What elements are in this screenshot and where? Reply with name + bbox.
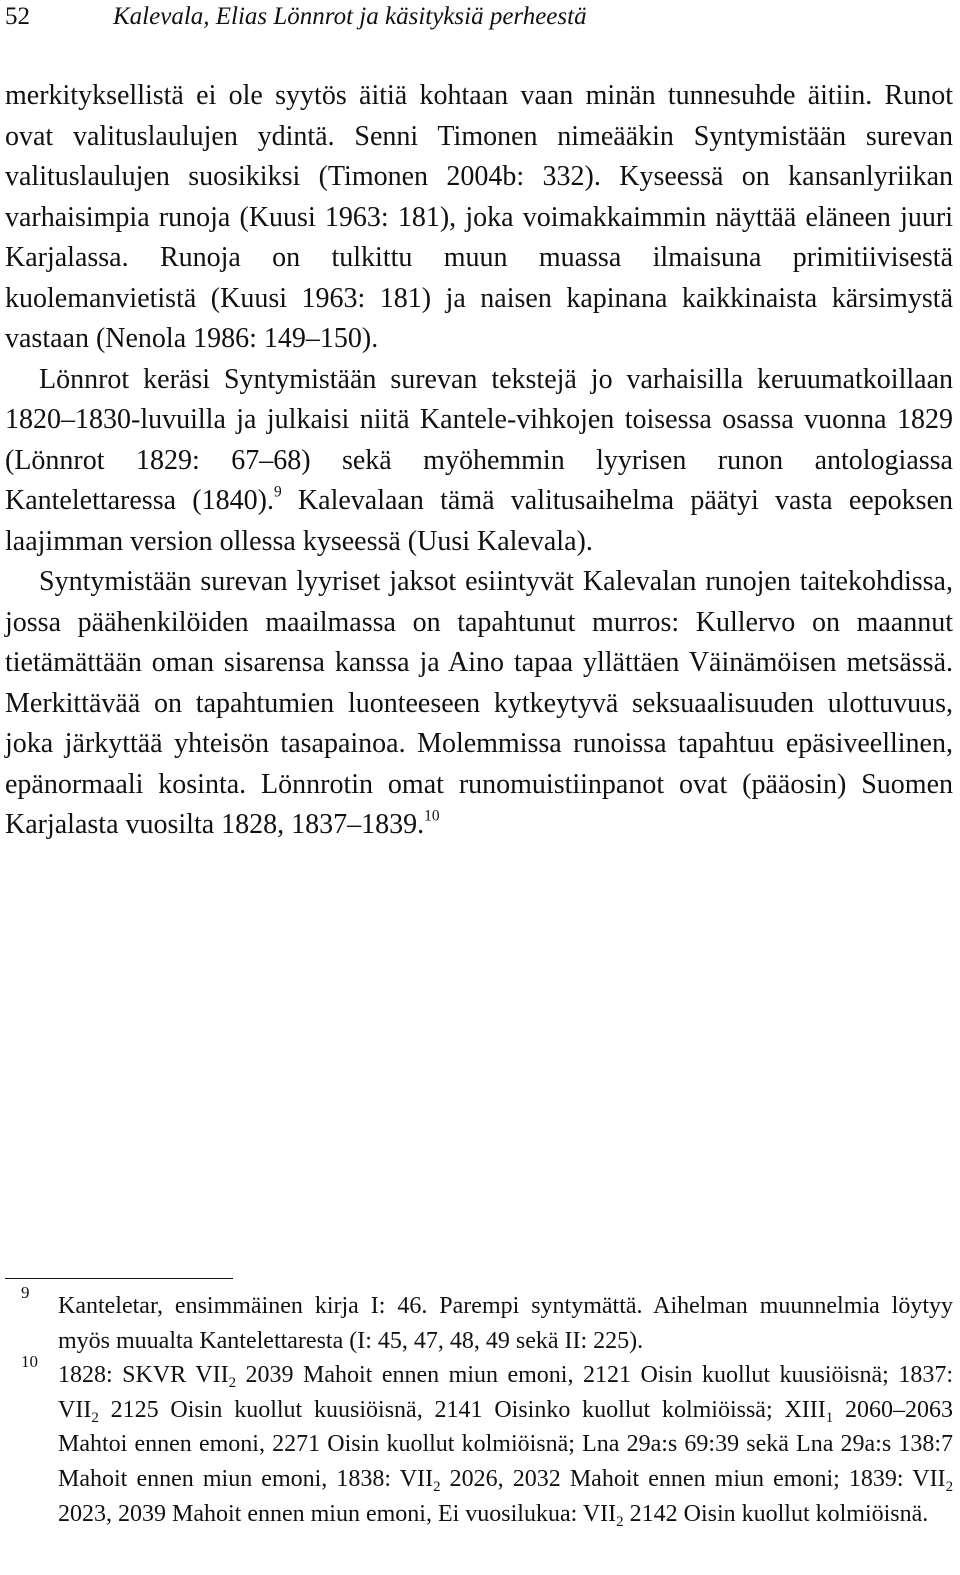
paragraph-2-text-a: Lönnrot keräsi Syntymistään surevan tekstejä jo varhaisilla keruumatkoillaan 1820–1830-luvuilla ja julkaisi niitä Kantele-vihkojen toisessa osassa vuonna 1829 (Lönnrot 1829: 67–68) sekä myöhemmin lyyrisen runon antologiassa Kantelettaressa (1840).: [5, 363, 953, 516]
footnote-10-seg-7: 2142 Oisin kuollut kolmiöisnä.: [623, 1500, 929, 1527]
footnote-10-seg-2: 2039 Mahoit ennen miun emoni, 2121 Oisin kuollut kuusiöisnä; 1837: VII: [58, 1362, 953, 1423]
paragraph-1-text: merkityksellistä ei ole syytös äitiä kohtaan vaan minän tunnesuhde äitiin. Runot ovat valituslaulujen ydintä. Senni Timonen nimeääkin Syntymistään surevan valituslaulujen suosikiksi (Timonen 2004b: 332). Kyseessä on kansanlyriikan varhaisimpia runoja (Kuusi 1963: 181), joka voimakkaimmin näyttää eläneen juuri Karjalassa. Runoja on tulkittu muun muassa ilmaisuna primitiivisestä kuolemanvietistä (Kuusi 1963: 181) ja naisen kapinana kaikkinaista kärsimystä vastaan (Nenola 1986: 149–150).: [5, 80, 953, 354]
footnote-10-seg-5: 2026, 2032 Mahoit ennen miun emoni; 1839: VII: [440, 1465, 946, 1492]
paragraph-2-text-b: Kalevalaan tämä valitusaihelma päätyi vasta eepoksen laajimman version ollessa kyseessä (Uusi Kalevala).: [5, 485, 954, 557]
footnote-9: [5, 1283, 953, 1358]
body-text: [5, 76, 953, 846]
page-number: 52: [5, 3, 30, 30]
footnote-10-seg-6: 2023, 2039 Mahoit ennen miun emoni, Ei vuosilukua: VII: [58, 1500, 617, 1527]
running-head: [5, 2, 587, 32]
footnote-10-mark: 10: [21, 1352, 38, 1372]
footnote-10-seg-1: 1828: SKVR VII: [58, 1362, 229, 1389]
paragraph-2: [5, 360, 953, 563]
paragraph-3-text: Syntymistään surevan lyyriset jaksot esiintyvät Kalevalan runojen taitekohdissa, jossa päähenkilöiden maailmassa on tapahtunut murros: Kullervo on maannut tietämättään oman sisarensa kanssa ja Aino tapaa yllättäen Väinämöisen metsässä. Merkittävää on tapahtumien luonteeseen kytkeytyvä seksuaalisuuden ulottuvuus, joka järkyttää yhteisön tasapainoa. Molemmissa runoissa tapahtuu epäsiveellinen, epänormaali kosinta. Lönnrotin omat runomuistiinpanot ovat (pääosin) Suomen Karjalasta vuosilta 1828, 1837–1839.: [5, 566, 953, 840]
footnotes: [5, 1283, 953, 1531]
footnote-10-seg-3: 2125 Oisin kuollut kuusiöisnä, 2141 Oisinko kuollut kolmiöissä; XIII: [98, 1396, 826, 1423]
footnote-10: [5, 1352, 953, 1531]
footnote-10-seg-4: 2060–2063 Mahtoi ennen emoni, 2271 Oisin kuollut kolmiöisnä; Lna 29a:s 69:39 sekä Lna 29a:s 138:7 Mahoit ennen miun emoni, 1838: VII: [58, 1396, 953, 1492]
footnote-separator: [5, 1278, 233, 1279]
subscript: 2: [945, 1479, 953, 1496]
footnote-9-text: Kanteletar, ensimmäinen kirja I: 46. Parempi syntymättä. Aihelman muunnelmia löytyy myös muualta Kantelettaresta (I: 45, 47, 48, 49 sekä II: 225).: [58, 1293, 953, 1354]
running-title: Kalevala, Elias Lönnrot ja käsityksiä perheestä: [113, 3, 587, 30]
paragraph-1: [5, 76, 953, 360]
footnote-ref-9[interactable]: 9: [273, 483, 282, 501]
footnote-9-mark: 9: [21, 1283, 30, 1302]
subscript: 2: [433, 1479, 441, 1496]
subscript: 1: [825, 1409, 834, 1426]
subscript: 2: [228, 1375, 237, 1392]
subscript: 2: [616, 1513, 624, 1530]
paragraph-3: [5, 562, 953, 846]
footnote-ref-10[interactable]: 10: [424, 807, 440, 825]
subscript: 2: [91, 1409, 99, 1426]
